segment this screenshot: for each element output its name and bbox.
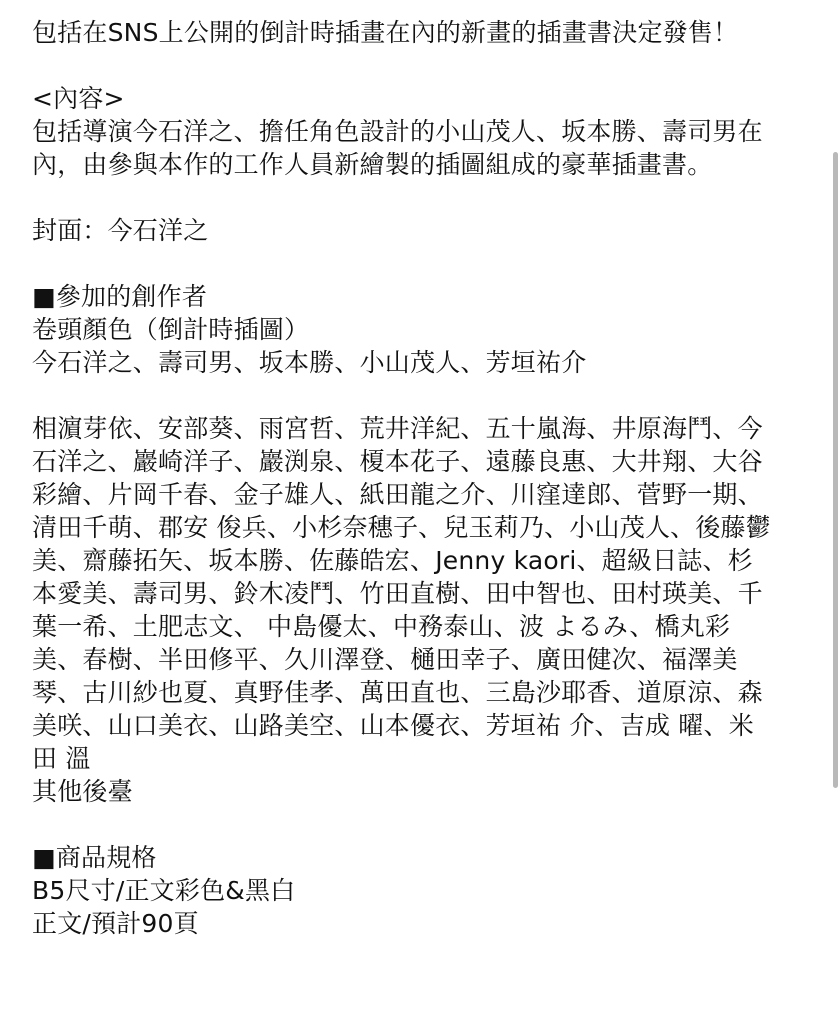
- content-body-line: 包括導演今石洋之、擔任角色設計的小山茂人、坂本勝、壽司男在: [32, 117, 763, 146]
- artist-list-line: 本愛美、壽司男、鈴木凌鬥、竹田直樹、田中智也、田村瑛美、千: [32, 579, 763, 608]
- creators-subheading: 卷頭顏色（倒計時插圖）: [32, 315, 310, 344]
- spacer: [32, 49, 814, 82]
- content-body-line: 內，由參與本作的工作人員新繪製的插圖組成的豪華插畫書。: [32, 150, 713, 179]
- cover-credit: 封面：今石洋之: [32, 216, 209, 245]
- artist-list-line: 田 溫: [32, 744, 91, 773]
- spacer: [32, 808, 814, 841]
- artist-list-line: 彩繪、片岡千春、金子雄人、紙田龍之介、川窪達郎、菅野一期、: [32, 480, 763, 509]
- artist-list-line: 美、齋藤拓矢、坂本勝、佐藤皓宏、Jenny kaori、超級日誌、杉: [32, 546, 753, 575]
- spacer: [32, 181, 814, 214]
- spacer: [32, 247, 814, 280]
- intro-text: 包括在SNS上公開的倒計時插畫在內的新畫的插畫書決定發售！: [32, 18, 739, 47]
- others-credit: 其他後臺: [32, 777, 133, 806]
- spec-size: B5尺寸/正文彩色&黑白: [32, 876, 296, 905]
- content-heading: <內容>: [32, 84, 125, 113]
- spacer: [32, 379, 814, 412]
- artist-list-line: 美、春樹、半田修平、久川澤登、樋田幸子、廣田健次、福澤美: [32, 645, 738, 674]
- artist-list-line: 美咲、山口美衣、山路美空、山本優衣、芳垣祐 介、吉成 曜、米: [32, 711, 754, 740]
- vertical-scrollbar[interactable]: [833, 152, 838, 788]
- artist-list-line: 清田千萌、郡安 俊兵、小杉奈穗子、兒玉莉乃、小山茂人、後藤鬱: [32, 513, 771, 542]
- artist-list-line: 石洋之、巖崎洋子、巖渕泉、榎本花子、遠藤良惠、大井翔、大谷: [32, 447, 763, 476]
- artist-list-line: 相濵芽依、安部葵、雨宮哲、荒井洋紀、五十嵐海、井原海鬥、今: [32, 414, 763, 443]
- artist-list-line: 葉一希、土肥志文、 中島優太、中務泰山、波 よるみ、橋丸彩: [32, 612, 731, 641]
- creators-heading: ■參加的創作者: [32, 282, 208, 311]
- article-body: [32, 16, 814, 940]
- artist-list-line: 琴、古川紗也夏、真野佳孝、萬田直也、三島沙耶香、道原涼、森: [32, 678, 763, 707]
- cover-artists: 今石洋之、壽司男、坂本勝、小山茂人、芳垣祐介: [32, 348, 587, 377]
- specs-heading: ■商品規格: [32, 843, 157, 872]
- spec-pages: 正文/預計90頁: [32, 909, 199, 938]
